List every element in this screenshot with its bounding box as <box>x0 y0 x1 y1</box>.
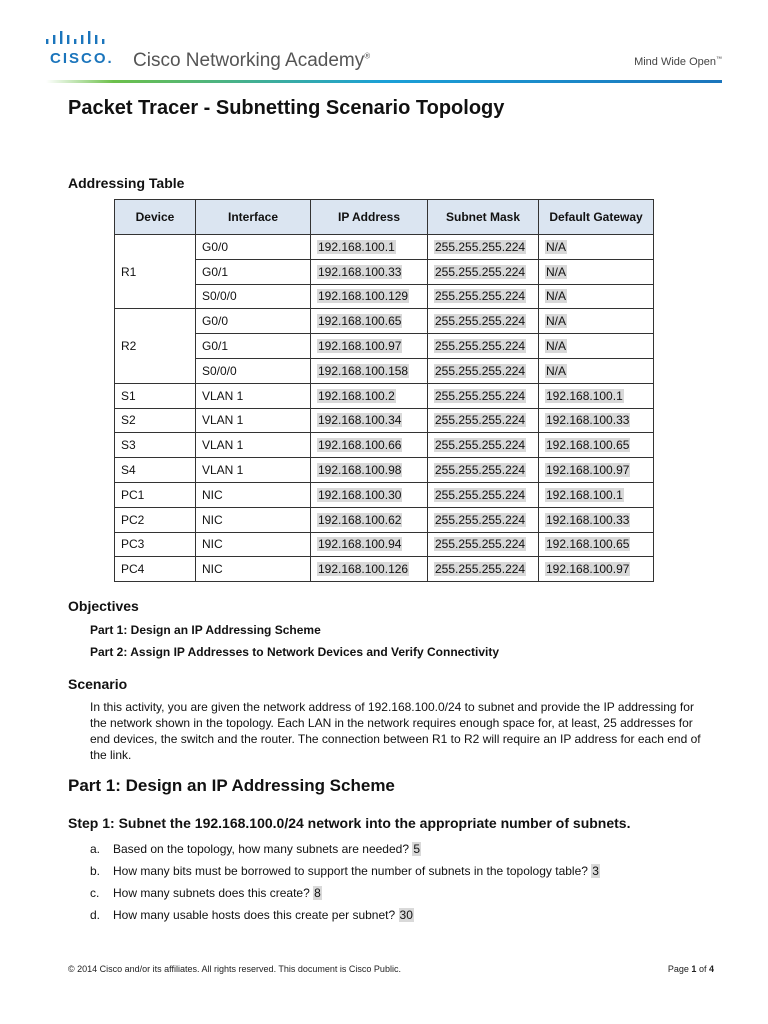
objectives-heading: Objectives <box>68 598 139 614</box>
gateway-cell <box>539 259 654 284</box>
ip-address-cell <box>311 309 428 334</box>
interface-cell <box>196 334 311 359</box>
question-answer: 30 <box>399 908 413 922</box>
interface-cell <box>196 358 311 383</box>
interface-cell <box>196 408 311 433</box>
page-header <box>0 0 768 88</box>
subnet-mask-cell-value: 255.255.255.224 <box>435 239 526 254</box>
device-cell: PC3 <box>115 532 196 557</box>
gateway-cell <box>539 334 654 359</box>
gateway-cell-value: 192.168.100.33 <box>546 413 630 428</box>
table-row <box>115 433 654 458</box>
table-row <box>115 334 654 359</box>
interface-cell <box>196 507 311 532</box>
table-row <box>115 383 654 408</box>
device-cell: PC1 <box>115 482 196 507</box>
step-1-title: Step 1: Subnet the 192.168.100.0/24 network into the appropriate number of subnets. <box>68 815 631 831</box>
subnet-mask-cell <box>428 284 539 309</box>
subnet-mask-cell-value: 255.255.255.224 <box>435 537 526 552</box>
ip-address-cell <box>311 259 428 284</box>
interface-cell <box>196 259 311 284</box>
interface-cell-value: G0/0 <box>202 314 229 329</box>
table-row <box>115 557 654 582</box>
gateway-cell-value: 192.168.100.1 <box>546 388 623 403</box>
ip-address-cell-value: 192.168.100.30 <box>318 487 402 502</box>
column-header: Interface <box>196 200 311 235</box>
interface-cell <box>196 235 311 260</box>
ip-address-cell-value: 192.168.100.126 <box>318 562 409 577</box>
subnet-mask-cell <box>428 408 539 433</box>
ip-address-cell-value: 192.168.100.65 <box>318 314 402 329</box>
subnet-mask-cell-value: 255.255.255.224 <box>435 264 526 279</box>
ip-address-cell <box>311 557 428 582</box>
question-text: Based on the topology, how many subnets are needed? <box>113 842 409 856</box>
device-cell: R2 <box>115 309 196 383</box>
interface-cell <box>196 309 311 334</box>
gateway-cell <box>539 507 654 532</box>
interface-cell-value: G0/1 <box>202 264 229 279</box>
column-header: IP Address <box>311 200 428 235</box>
subnet-mask-cell-value: 255.255.255.224 <box>435 339 526 354</box>
ip-address-cell-value: 192.168.100.98 <box>318 463 402 478</box>
ip-address-cell <box>311 507 428 532</box>
ip-address-cell-value: 192.168.100.158 <box>318 363 409 378</box>
table-row <box>115 259 654 284</box>
question-letter: a. <box>90 842 101 856</box>
ip-address-cell <box>311 235 428 260</box>
interface-cell-value: VLAN 1 <box>202 413 244 428</box>
question-b <box>90 864 600 878</box>
table-row <box>115 482 654 507</box>
gateway-cell <box>539 557 654 582</box>
subnet-mask-cell <box>428 309 539 334</box>
device-cell: S3 <box>115 433 196 458</box>
ip-address-cell-value: 192.168.100.94 <box>318 537 402 552</box>
device-cell: PC2 <box>115 507 196 532</box>
question-answer: 8 <box>314 886 321 900</box>
objective-part-1: Part 1: Design an IP Addressing Scheme <box>90 623 321 637</box>
gateway-cell <box>539 532 654 557</box>
ip-address-cell <box>311 334 428 359</box>
interface-cell <box>196 433 311 458</box>
interface-cell-value: NIC <box>202 537 223 552</box>
gateway-cell-value: 192.168.100.65 <box>546 537 630 552</box>
subnet-mask-cell-value: 255.255.255.224 <box>435 438 526 453</box>
objective-part-2: Part 2: Assign IP Addresses to Network Devices and Verify Connectivity <box>90 645 500 659</box>
ip-address-cell <box>311 408 428 433</box>
ip-address-cell-value: 192.168.100.62 <box>318 512 402 527</box>
ip-address-cell <box>311 383 428 408</box>
interface-cell-value: S0/0/0 <box>202 289 237 304</box>
cisco-logo-wordmark: CISCO. <box>50 50 114 67</box>
subnet-mask-cell <box>428 482 539 507</box>
interface-cell-value: G0/0 <box>202 239 229 254</box>
subnet-mask-cell <box>428 383 539 408</box>
subnet-mask-cell <box>428 334 539 359</box>
ip-address-cell-value: 192.168.100.2 <box>318 388 395 403</box>
gateway-cell <box>539 235 654 260</box>
gateway-cell <box>539 358 654 383</box>
ip-address-cell-value: 192.168.100.97 <box>318 339 402 354</box>
column-header: Default Gateway <box>539 200 654 235</box>
gateway-cell-value: N/A <box>546 264 567 279</box>
scenario-text: In this activity, you are given the network address of 192.168.100.0/24 to subnet and provide the IP addressing for the network shown in the topology. Each LAN in the network requires enough space for, at least, 25 addresses for end devices, the switch and the router. The connection between R1 to R2 will require an IP address for each end of the link. <box>90 700 701 762</box>
gateway-cell-value: N/A <box>546 289 567 304</box>
device-cell: S2 <box>115 408 196 433</box>
subnet-mask-cell <box>428 259 539 284</box>
gateway-cell <box>539 433 654 458</box>
question-text: How many bits must be borrowed to support the number of subnets in the topology table? <box>113 864 588 878</box>
subnet-mask-cell-value: 255.255.255.224 <box>435 562 526 577</box>
question-answer: 3 <box>592 864 599 878</box>
interface-cell-value: NIC <box>202 487 223 502</box>
part-1-title: Part 1: Design an IP Addressing Scheme <box>68 776 395 795</box>
ip-address-cell-value: 192.168.100.129 <box>318 289 409 304</box>
interface-cell-value: VLAN 1 <box>202 388 244 403</box>
subnet-mask-cell <box>428 557 539 582</box>
ip-address-cell-value: 192.168.100.66 <box>318 438 402 453</box>
header-rule <box>46 80 722 83</box>
gateway-cell-value: N/A <box>546 314 567 329</box>
ip-address-cell <box>311 433 428 458</box>
gateway-cell-value: 192.168.100.65 <box>546 438 630 453</box>
ip-address-cell-value: 192.168.100.1 <box>318 239 395 254</box>
subnet-mask-cell <box>428 458 539 483</box>
interface-cell-value: VLAN 1 <box>202 463 244 478</box>
interface-cell-value: G0/1 <box>202 339 229 354</box>
column-header: Device <box>115 200 196 235</box>
subnet-mask-cell <box>428 235 539 260</box>
question-d <box>90 908 414 922</box>
table-row <box>115 358 654 383</box>
interface-cell-value: NIC <box>202 512 223 527</box>
device-cell: R1 <box>115 235 196 309</box>
question-letter: d. <box>90 908 101 922</box>
subnet-mask-cell <box>428 507 539 532</box>
ip-address-cell <box>311 284 428 309</box>
addressing-table <box>114 199 654 582</box>
gateway-cell <box>539 408 654 433</box>
subnet-mask-cell-value: 255.255.255.224 <box>435 413 526 428</box>
ip-address-cell <box>311 458 428 483</box>
gateway-cell-value: N/A <box>546 363 567 378</box>
gateway-cell <box>539 458 654 483</box>
scenario-heading: Scenario <box>68 676 128 692</box>
table-row <box>115 532 654 557</box>
table-row <box>115 284 654 309</box>
subnet-mask-cell-value: 255.255.255.224 <box>435 487 526 502</box>
table-row <box>115 235 654 260</box>
ip-address-cell <box>311 482 428 507</box>
ip-address-cell <box>311 532 428 557</box>
interface-cell <box>196 557 311 582</box>
table-row <box>115 507 654 532</box>
ip-address-cell <box>311 358 428 383</box>
subnet-mask-cell-value: 255.255.255.224 <box>435 512 526 527</box>
table-row <box>115 408 654 433</box>
question-a <box>90 842 421 856</box>
gateway-cell <box>539 284 654 309</box>
ip-address-cell-value: 192.168.100.33 <box>318 264 402 279</box>
question-c <box>90 886 322 900</box>
addressing-table-heading: Addressing Table <box>68 175 185 191</box>
subnet-mask-cell <box>428 433 539 458</box>
gateway-cell-value: 192.168.100.1 <box>546 487 623 502</box>
question-answer: 5 <box>413 842 421 856</box>
academy-name: Cisco Networking Academy® <box>133 50 371 71</box>
subnet-mask-cell <box>428 358 539 383</box>
device-cell: S4 <box>115 458 196 483</box>
subnet-mask-cell-value: 255.255.255.224 <box>435 363 526 378</box>
table-body <box>115 235 654 582</box>
gateway-cell <box>539 482 654 507</box>
gateway-cell-value: 192.168.100.97 <box>546 463 630 478</box>
interface-cell-value: VLAN 1 <box>202 438 244 453</box>
interface-cell <box>196 532 311 557</box>
table-header-row <box>115 200 654 235</box>
subnet-mask-cell-value: 255.255.255.224 <box>435 388 526 403</box>
table-row <box>115 458 654 483</box>
gateway-cell-value: 192.168.100.33 <box>546 512 630 527</box>
gateway-cell-value: 192.168.100.97 <box>546 562 630 577</box>
column-header: Subnet Mask <box>428 200 539 235</box>
subnet-mask-cell-value: 255.255.255.224 <box>435 463 526 478</box>
cisco-logo-bars-icon <box>46 31 110 47</box>
subnet-mask-cell <box>428 532 539 557</box>
question-letter: b. <box>90 864 101 878</box>
interface-cell-value: NIC <box>202 562 223 577</box>
gateway-cell <box>539 383 654 408</box>
interface-cell <box>196 458 311 483</box>
ip-address-cell-value: 192.168.100.34 <box>318 413 402 428</box>
device-cell: PC4 <box>115 557 196 582</box>
interface-cell <box>196 284 311 309</box>
page-title: Packet Tracer - Subnetting Scenario Topology <box>68 97 505 119</box>
gateway-cell-value: N/A <box>546 239 567 254</box>
gateway-cell-value: N/A <box>546 339 567 354</box>
subnet-mask-cell-value: 255.255.255.224 <box>435 314 526 329</box>
tagline: Mind Wide Open™ <box>634 56 722 68</box>
footer-copyright: © 2014 Cisco and/or its affiliates. All rights reserved. This document is Cisco Public. <box>68 964 401 974</box>
question-text: How many subnets does this create? <box>113 886 310 900</box>
gateway-cell <box>539 309 654 334</box>
device-cell: S1 <box>115 383 196 408</box>
interface-cell-value: S0/0/0 <box>202 363 237 378</box>
subnet-mask-cell-value: 255.255.255.224 <box>435 289 526 304</box>
interface-cell <box>196 482 311 507</box>
question-letter: c. <box>90 886 100 900</box>
page-number: Page 1 of 4 <box>667 964 714 974</box>
table-row <box>115 309 654 334</box>
interface-cell <box>196 383 311 408</box>
question-text: How many usable hosts does this create per subnet? <box>113 908 396 922</box>
